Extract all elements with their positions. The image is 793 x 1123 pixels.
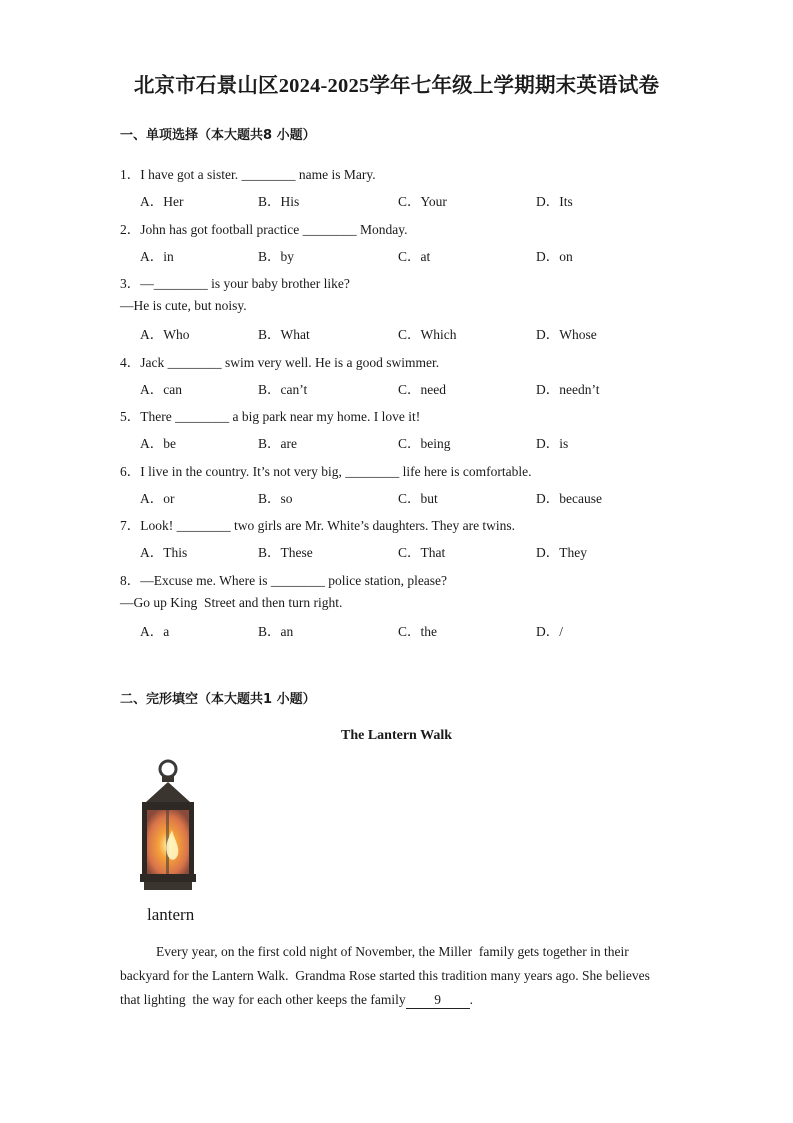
q7-option-b[interactable]: B．These bbox=[258, 545, 313, 560]
q6-option-c[interactable]: C．but bbox=[398, 491, 438, 506]
exam-title: 北京市石景山区2024-2025学年七年级上学期期末英语试卷 bbox=[133, 75, 660, 97]
question-1-stem: 1．I have got a sister. ________ name is Mary. bbox=[120, 167, 376, 182]
q5-option-c[interactable]: C．being bbox=[398, 436, 451, 451]
q7-option-c[interactable]: C．That bbox=[398, 545, 446, 560]
q8-option-d[interactable]: D．/ bbox=[536, 624, 563, 639]
question-2-stem: 2．John has got football practice ________ Monday. bbox=[120, 222, 408, 237]
passage-line-3-end: . bbox=[469, 992, 474, 1007]
lantern-image bbox=[128, 758, 210, 896]
q2-option-c[interactable]: C．at bbox=[398, 249, 431, 264]
q3-option-c[interactable]: C．Which bbox=[398, 327, 457, 342]
q1-option-d[interactable]: D．Its bbox=[536, 194, 573, 209]
q1-option-a[interactable]: A．Her bbox=[140, 194, 184, 209]
section-heading-multiple-choice: 一、单项选择（本大题共8 小题） bbox=[120, 128, 316, 143]
q1-option-b[interactable]: B．His bbox=[258, 194, 300, 209]
q3-option-d[interactable]: D．Whose bbox=[536, 327, 597, 342]
question-4-stem: 4．Jack ________ swim very well. He is a good swimmer. bbox=[120, 355, 440, 370]
section-heading-cloze: 二、完形填空（本大题共1 小题） bbox=[120, 692, 316, 707]
lantern-caption: lantern bbox=[147, 905, 195, 924]
q3-option-a[interactable]: A．Who bbox=[140, 327, 190, 342]
question-8-response: —Go up King Street and then turn right. bbox=[120, 595, 343, 610]
q5-option-b[interactable]: B．are bbox=[258, 436, 297, 451]
question-3-response: —He is cute, but noisy. bbox=[120, 298, 247, 313]
q6-option-a[interactable]: A．or bbox=[140, 491, 175, 506]
q8-option-c[interactable]: C．the bbox=[398, 624, 437, 639]
q7-option-d[interactable]: D．They bbox=[536, 545, 587, 560]
question-5-stem: 5．There ________ a big park near my home. I love it! bbox=[120, 409, 421, 424]
blank-9[interactable]: 9 bbox=[406, 992, 470, 1009]
q2-option-a[interactable]: A．in bbox=[140, 249, 174, 264]
q4-option-d[interactable]: D．needn’t bbox=[536, 382, 600, 397]
q5-option-d[interactable]: D．is bbox=[536, 436, 569, 451]
passage-line-1: Every year, on the first cold night of November, the Miller family gets together in their bbox=[156, 944, 629, 959]
passage-line-2: backyard for the Lantern Walk. Grandma Rose started this tradition many years ago. She believes bbox=[120, 968, 650, 983]
question-7-stem: 7．Look! ________ two girls are Mr. White’s daughters. They are twins. bbox=[120, 518, 516, 533]
question-8-stem: 8．—Excuse me. Where is ________ police station, please? bbox=[120, 573, 448, 588]
question-3-stem: 3．—________ is your baby brother like? bbox=[120, 276, 350, 291]
q7-option-a[interactable]: A．This bbox=[140, 545, 188, 560]
q4-option-c[interactable]: C．need bbox=[398, 382, 446, 397]
q4-option-b[interactable]: B．can’t bbox=[258, 382, 308, 397]
q4-option-a[interactable]: A．can bbox=[140, 382, 182, 397]
passage-title: The Lantern Walk bbox=[341, 728, 452, 743]
passage-line-3-text: that lighting the way for each other keeps the family bbox=[120, 992, 406, 1007]
q6-option-d[interactable]: D．because bbox=[536, 491, 602, 506]
passage-line-3 bbox=[120, 992, 680, 1009]
question-6-stem: 6．I live in the country. It’s not very big, ________ life here is comfortable. bbox=[120, 464, 532, 479]
q2-option-b[interactable]: B．by bbox=[258, 249, 295, 264]
q2-option-d[interactable]: D．on bbox=[536, 249, 573, 264]
q8-option-b[interactable]: B．an bbox=[258, 624, 294, 639]
q6-option-b[interactable]: B．so bbox=[258, 491, 293, 506]
q8-option-a[interactable]: A．a bbox=[140, 624, 170, 639]
q3-option-b[interactable]: B．What bbox=[258, 327, 310, 342]
q5-option-a[interactable]: A．be bbox=[140, 436, 176, 451]
q1-option-c[interactable]: C．Your bbox=[398, 194, 447, 209]
